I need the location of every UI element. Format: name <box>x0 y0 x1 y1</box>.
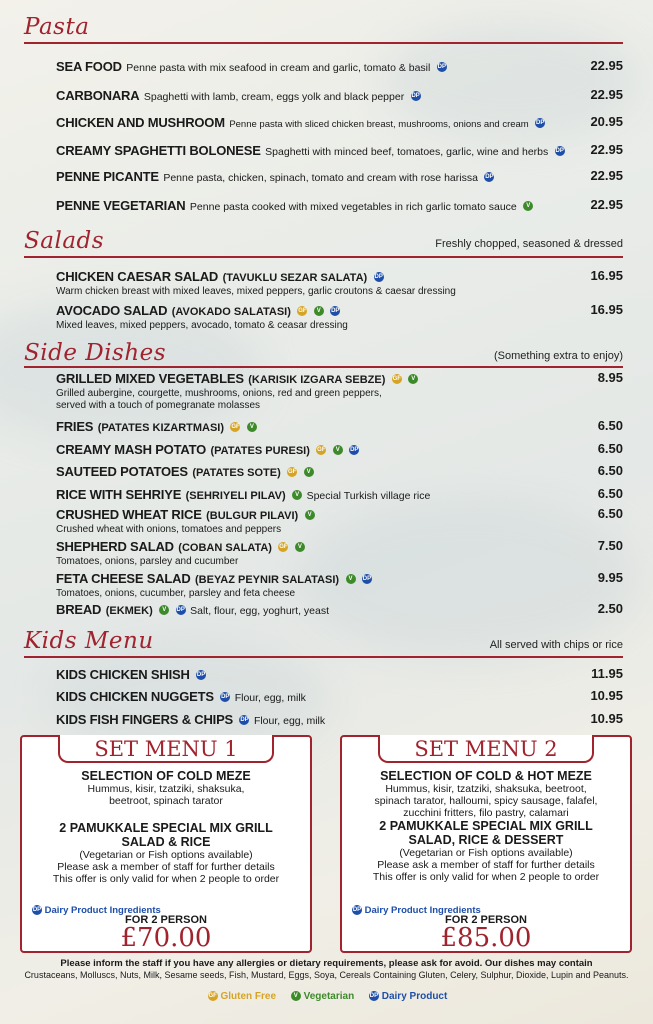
set-text: Hummus, kisir, tzatziki, shaksuka, <box>87 783 245 795</box>
set-text: (Vegetarian or Fish options available) <box>79 849 253 861</box>
item-name: PENNE PICANTE <box>56 169 159 184</box>
item-name: CHICKEN CAESAR SALAD <box>56 269 219 284</box>
item-sub: (COBAN SALATA) <box>178 542 272 554</box>
item-desc: Penne pasta cooked with mixed vegetables in rich garlic tomato sauce <box>189 201 517 213</box>
item-price: 6.50 <box>597 463 623 478</box>
menu-item-kids-nuggets <box>56 688 623 706</box>
item-price: 6.50 <box>597 506 623 521</box>
item-desc: Tomatoes, onions, cucumber, parsley and feta cheese <box>56 588 296 599</box>
item-price: 11.95 <box>591 666 623 681</box>
set-menu-body <box>348 769 624 883</box>
vegetarian-icon: V <box>305 510 315 520</box>
set-text: (Vegetarian or Fish options available) <box>399 847 573 859</box>
menu-item-bolonese <box>56 142 623 160</box>
menu-item-bread <box>56 601 623 619</box>
vegetarian-icon: V <box>523 201 533 211</box>
set-heading: 2 PAMUKKALE SPECIAL MIX GRILL <box>59 821 273 835</box>
salads-rule <box>24 256 623 258</box>
item-price: 6.50 <box>597 486 623 501</box>
item-sub: (BEYAZ PEYNIR SALATASI) <box>195 574 340 586</box>
vegetarian-icon: V <box>291 991 301 1001</box>
set-text: spinach tarator, halloumi, spicy sausage, falafel, <box>374 795 598 807</box>
vegetarian-icon: V <box>346 574 356 584</box>
menu-item-fries <box>56 418 623 436</box>
dairy-icon: DP <box>32 907 42 914</box>
item-name: CRUSHED WHEAT RICE <box>56 507 202 522</box>
item-price: 10.95 <box>590 711 623 726</box>
set-heading: SELECTION OF COLD & HOT MEZE <box>380 769 592 783</box>
item-desc: Mixed leaves, mixed peppers, avocado, tomato & ceasar dressing <box>56 320 348 331</box>
vegetarian-icon: V <box>333 445 343 455</box>
set-menu-2 <box>340 735 632 953</box>
dairy-icon: DP <box>362 575 372 582</box>
item-name: PENNE VEGETARIAN <box>56 198 186 213</box>
item-sub: (AVOKADO SALATASI) <box>171 306 291 318</box>
item-price: 9.95 <box>597 570 623 585</box>
kids-title: Kids Menu <box>24 628 154 654</box>
gluten-free-icon: GF <box>317 446 326 453</box>
vegetarian-icon: V <box>292 490 302 500</box>
item-name: SHEPHERD SALAD <box>56 539 174 554</box>
item-name: CARBONARA <box>56 88 140 103</box>
dairy-icon: DP <box>240 716 249 723</box>
item-price: 16.95 <box>590 302 623 317</box>
sides-title: Side Dishes <box>24 340 167 366</box>
set-heading: SALAD, RICE & DESSERT <box>408 833 564 847</box>
dairy-icon: DP <box>369 993 379 1000</box>
legend-gluten-free: Gluten Free <box>220 991 277 1002</box>
pasta-title: Pasta <box>24 14 90 40</box>
sides-note: (Something extra to enjoy) <box>493 350 623 362</box>
set-text: This offer is only valid for when 2 people to order <box>52 873 280 885</box>
legend <box>0 991 653 1002</box>
item-price: 10.95 <box>590 688 623 703</box>
vegetarian-icon: V <box>159 605 169 615</box>
item-name: CREAMY MASH POTATO <box>56 442 207 457</box>
item-sub: (PATATES KIZARTMASI) <box>97 422 225 434</box>
item-desc: Penne pasta with sliced chicken breast, mushrooms, onions and cream <box>229 119 529 130</box>
menu-item-sauteed-potatoes <box>56 463 623 481</box>
item-sub: (BULGUR PILAVI) <box>206 510 299 522</box>
item-sub: (EKMEK) <box>105 605 153 617</box>
set-text: beetroot, spinach tarator <box>109 795 223 807</box>
dairy-icon: DP <box>555 147 564 154</box>
set-heading: 2 PAMUKKALE SPECIAL MIX GRILL <box>379 819 593 833</box>
item-sub: (PATATES PURESI) <box>210 445 310 457</box>
menu-item-caesar-salad <box>56 268 623 298</box>
item-name: KIDS CHICKEN SHISH <box>56 667 190 682</box>
legend-vegetarian: Vegetarian <box>303 991 355 1002</box>
legend-dairy: Dairy Product <box>381 991 448 1002</box>
menu-item-feta-salad <box>56 570 623 600</box>
item-desc: Flour, egg, milk <box>234 692 306 704</box>
item-price: 2.50 <box>597 601 623 616</box>
item-name: RICE WITH SEHRIYE <box>56 487 182 502</box>
dairy-icon: DP <box>352 907 362 914</box>
allergy-notice: Please inform the staff if you have any allergies or dietary requirements, please ask for avoid. Our dishes may contain <box>60 958 593 969</box>
set-price: £85.00 <box>440 923 532 953</box>
set-menu-title: SET MENU 1 <box>94 737 238 761</box>
menu-item-crushed-wheat <box>56 506 623 536</box>
menu-item-mash-potato <box>56 441 623 459</box>
set-text: Hummus, kisir, tzatziki, shaksuka, beetroot, <box>385 783 587 795</box>
dairy-icon: DP <box>221 693 230 700</box>
item-desc: Warm chicken breast with mixed leaves, mixed peppers, garlic croutons & caesar dressing <box>56 286 456 297</box>
menu-item-carbonara <box>56 87 623 105</box>
item-name: FETA CHEESE SALAD <box>56 571 191 586</box>
item-name: SEA FOOD <box>56 59 122 74</box>
item-desc-2: served with a touch of pomegranate molasses <box>56 400 260 411</box>
gluten-free-icon: GF <box>208 993 217 1000</box>
set-menu-title: SET MENU 2 <box>414 737 558 761</box>
item-name: BREAD <box>56 602 102 617</box>
item-name: AVOCADO SALAD <box>56 303 168 318</box>
set-heading: SELECTION OF COLD MEZE <box>81 769 251 783</box>
item-price: 8.95 <box>597 370 623 385</box>
item-price: 7.50 <box>597 538 623 553</box>
kids-note: All served with chips or rice <box>489 639 623 651</box>
menu-item-penne-vegetarian <box>56 197 623 215</box>
dairy-icon: DP <box>176 606 185 613</box>
set-text: Please ask a member of staff for further details <box>377 859 595 871</box>
set-price: £70.00 <box>120 923 212 953</box>
item-sub: (KARISIK IZGARA SEBZE) <box>248 374 386 386</box>
gluten-free-icon: GF <box>231 423 240 430</box>
item-name: KIDS CHICKEN NUGGETS <box>56 689 214 704</box>
menu-item-rice-sehriye <box>56 486 623 504</box>
item-name: FRIES <box>56 419 94 434</box>
set-text: Please ask a member of staff for further details <box>57 861 275 873</box>
item-desc: Spaghetti with lamb, cream, eggs yolk and black pepper <box>143 91 405 103</box>
menu-item-kids-fish-fingers <box>56 711 623 729</box>
item-desc: Penne pasta with mix seafood in cream and garlic, tomato & basil <box>126 62 431 74</box>
gluten-free-icon: GF <box>279 543 288 550</box>
menu-item-shepherd-salad <box>56 538 623 568</box>
set-text: This offer is only valid for when 2 people to order <box>372 871 600 883</box>
set-heading: SALAD & RICE <box>121 835 211 849</box>
gluten-free-icon: GF <box>298 307 307 314</box>
sides-rule <box>24 366 623 368</box>
item-desc: Crushed wheat with onions, tomatoes and peppers <box>56 524 282 535</box>
salads-note: Freshly chopped, seasoned & dressed <box>435 238 623 250</box>
vegetarian-icon: V <box>314 306 324 316</box>
item-sub: (TAVUKLU SEZAR SALATA) <box>222 272 368 284</box>
dairy-icon: DP <box>437 63 446 70</box>
item-price: 22.95 <box>590 58 623 73</box>
item-name: CHICKEN AND MUSHROOM <box>56 115 225 130</box>
vegetarian-icon: V <box>247 422 257 432</box>
menu-item-avocado-salad <box>56 302 623 332</box>
item-name: CREAMY SPAGHETTI BOLONESE <box>56 143 261 158</box>
vegetarian-icon: V <box>408 374 418 384</box>
item-price: 20.95 <box>590 114 623 129</box>
pasta-rule <box>24 42 623 44</box>
item-desc: Penne pasta, chicken, spinach, tomato and cream with rose harissa <box>163 172 478 184</box>
dairy-icon: DP <box>374 273 383 280</box>
gluten-free-icon: GF <box>288 468 297 475</box>
item-name: SAUTEED POTATOES <box>56 464 188 479</box>
item-price: 6.50 <box>597 418 623 433</box>
item-desc: Grilled aubergine, courgette, mushrooms, onions, red and green peppers, <box>56 388 382 399</box>
allergen-list: Crustaceans, Molluscs, Nuts, Milk, Sesame seeds, Fish, Mustard, Eggs, Soya, Cereals Containing Gluten, Celery, Sulphur, Dioxide, Lupin and Peanuts. <box>24 970 629 980</box>
set-dairy-label: Dairy Product Ingredients <box>44 905 161 916</box>
item-price: 22.95 <box>590 168 623 183</box>
item-price: 22.95 <box>590 87 623 102</box>
set-for: FOR 2 PERSON <box>445 914 527 926</box>
item-name: KIDS FISH FINGERS & CHIPS <box>56 712 234 727</box>
item-desc: Tomatoes, onions, parsley and cucumber <box>56 556 239 567</box>
menu-item-penne-picante <box>56 168 623 186</box>
kids-rule <box>24 656 623 658</box>
item-sub: (SEHRIYELI PILAV) <box>185 490 286 502</box>
item-price: 6.50 <box>597 441 623 456</box>
item-desc: Spaghetti with minced beef, tomatoes, garlic, wine and herbs <box>265 146 549 158</box>
menu-item-chicken-mushroom <box>56 114 623 132</box>
set-dairy-label: Dairy Product Ingredients <box>364 905 481 916</box>
item-desc: Salt, flour, egg, yoghurt, yeast <box>190 605 330 617</box>
item-desc: Flour, egg, milk <box>253 715 326 727</box>
salads-title: Salads <box>24 228 105 254</box>
vegetarian-icon: V <box>295 542 305 552</box>
item-price: 22.95 <box>590 197 623 212</box>
dairy-icon: DP <box>411 92 420 99</box>
menu-item-kids-shish <box>56 666 623 684</box>
item-price: 16.95 <box>590 268 623 283</box>
item-sub: (PATATES SOTE) <box>192 467 281 479</box>
dairy-icon: DP <box>331 307 340 314</box>
gluten-free-icon: GF <box>392 375 401 382</box>
item-desc: Special Turkish village rice <box>306 490 431 502</box>
set-menu-1 <box>20 735 312 953</box>
menu-item-grilled-vegetables <box>56 370 623 412</box>
set-text: zucchini fritters, filo pastry, calamari <box>403 807 569 819</box>
vegetarian-icon: V <box>304 467 314 477</box>
item-price: 22.95 <box>590 142 623 157</box>
dairy-icon: DP <box>196 671 206 678</box>
menu-item-sea-food <box>56 58 623 76</box>
set-for: FOR 2 PERSON <box>125 914 207 926</box>
item-name: GRILLED MIXED VEGETABLES <box>56 371 244 386</box>
dairy-icon: DP <box>485 173 494 180</box>
set-menu-body <box>28 769 304 885</box>
dairy-icon: DP <box>536 119 545 126</box>
dairy-icon: DP <box>350 446 359 453</box>
